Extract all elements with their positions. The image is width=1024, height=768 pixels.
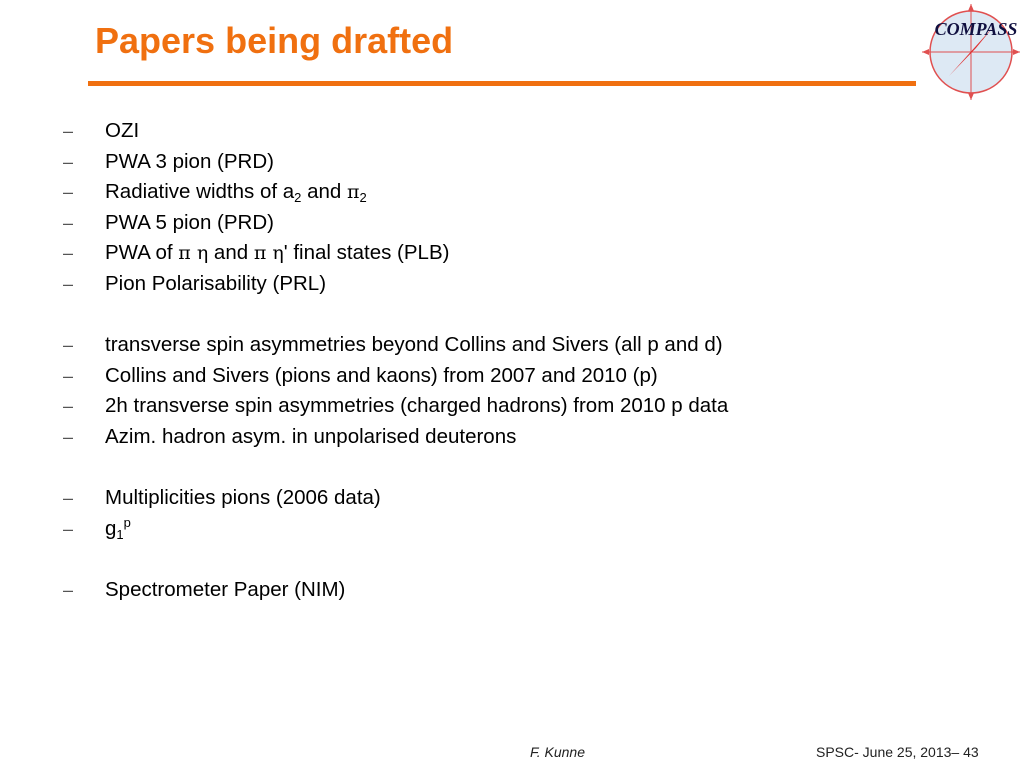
list-item-text [105, 208, 274, 238]
supscript: p [123, 514, 131, 530]
list-item-text [105, 116, 139, 146]
text-run: 2h transverse spin asymmetries (charged hadrons) from 2010 p data [105, 394, 729, 417]
bullet-dash: – [63, 396, 74, 416]
subscript: 1 [116, 526, 124, 542]
bullet-dash: – [63, 212, 74, 233]
list-item-text [105, 514, 131, 544]
slide-title: Papers being drafted [95, 20, 454, 61]
list-item-text [105, 147, 274, 177]
text-run: Multiplicities pions (2006 data) [105, 486, 381, 509]
text-run: and [301, 180, 347, 203]
text-run: PWA of [105, 241, 179, 264]
bullet-dash: – [63, 243, 74, 263]
text-run: transverse spin asymmetries beyond Collins and Sivers (all p and d) [105, 333, 723, 356]
text-run: g [105, 516, 117, 540]
list-item-text [105, 575, 345, 605]
list-item-text [105, 483, 381, 513]
list-item-text [105, 238, 449, 268]
bullet-dash: – [63, 488, 74, 508]
bullet-dash: – [63, 580, 74, 600]
logo-text: COMPASS [934, 19, 1018, 39]
greek-symbol: π η [178, 242, 209, 264]
bullet-dash: – [63, 121, 74, 141]
list-item-text [105, 422, 516, 452]
bullet-dash: – [63, 182, 74, 202]
footer-date-page: SPSC- June 25, 2013– 43 [816, 744, 979, 760]
greek-symbol: π [347, 181, 360, 203]
bullet-dash: – [63, 273, 74, 294]
greek-symbol: π η [253, 242, 284, 264]
bullet-dash: – [63, 151, 74, 172]
text-run: Radiative widths of a [105, 180, 295, 203]
bullet-dash: – [63, 426, 74, 447]
bullet-dash: – [63, 365, 74, 386]
text-run: ' final states (PLB) [283, 241, 450, 264]
text-run: Pion Polarisability (PRL) [105, 271, 327, 295]
footer-author: F. Kunne [530, 744, 586, 760]
bullet-dash: – [63, 335, 74, 355]
text-run: PWA 5 pion (PRD) [105, 210, 274, 234]
list-item-text [105, 391, 728, 421]
list-item-text [105, 177, 367, 207]
subscript: 2 [359, 190, 367, 205]
bullet-dash: – [63, 518, 74, 539]
text-run: Spectrometer Paper (NIM) [105, 578, 346, 601]
list-item-text [105, 361, 658, 391]
text-run: OZI [105, 119, 140, 142]
subscript: 2 [294, 190, 302, 205]
list-item-text [105, 269, 326, 299]
text-run: and [208, 241, 254, 264]
list-item-text [105, 330, 723, 360]
text-run: PWA 3 pion (PRD) [105, 149, 274, 173]
text-run: Azim. hadron asym. in unpolarised deuterons [105, 424, 517, 448]
text-run: Collins and Sivers (pions and kaons) from 2007 and 2010 (p) [105, 363, 658, 387]
